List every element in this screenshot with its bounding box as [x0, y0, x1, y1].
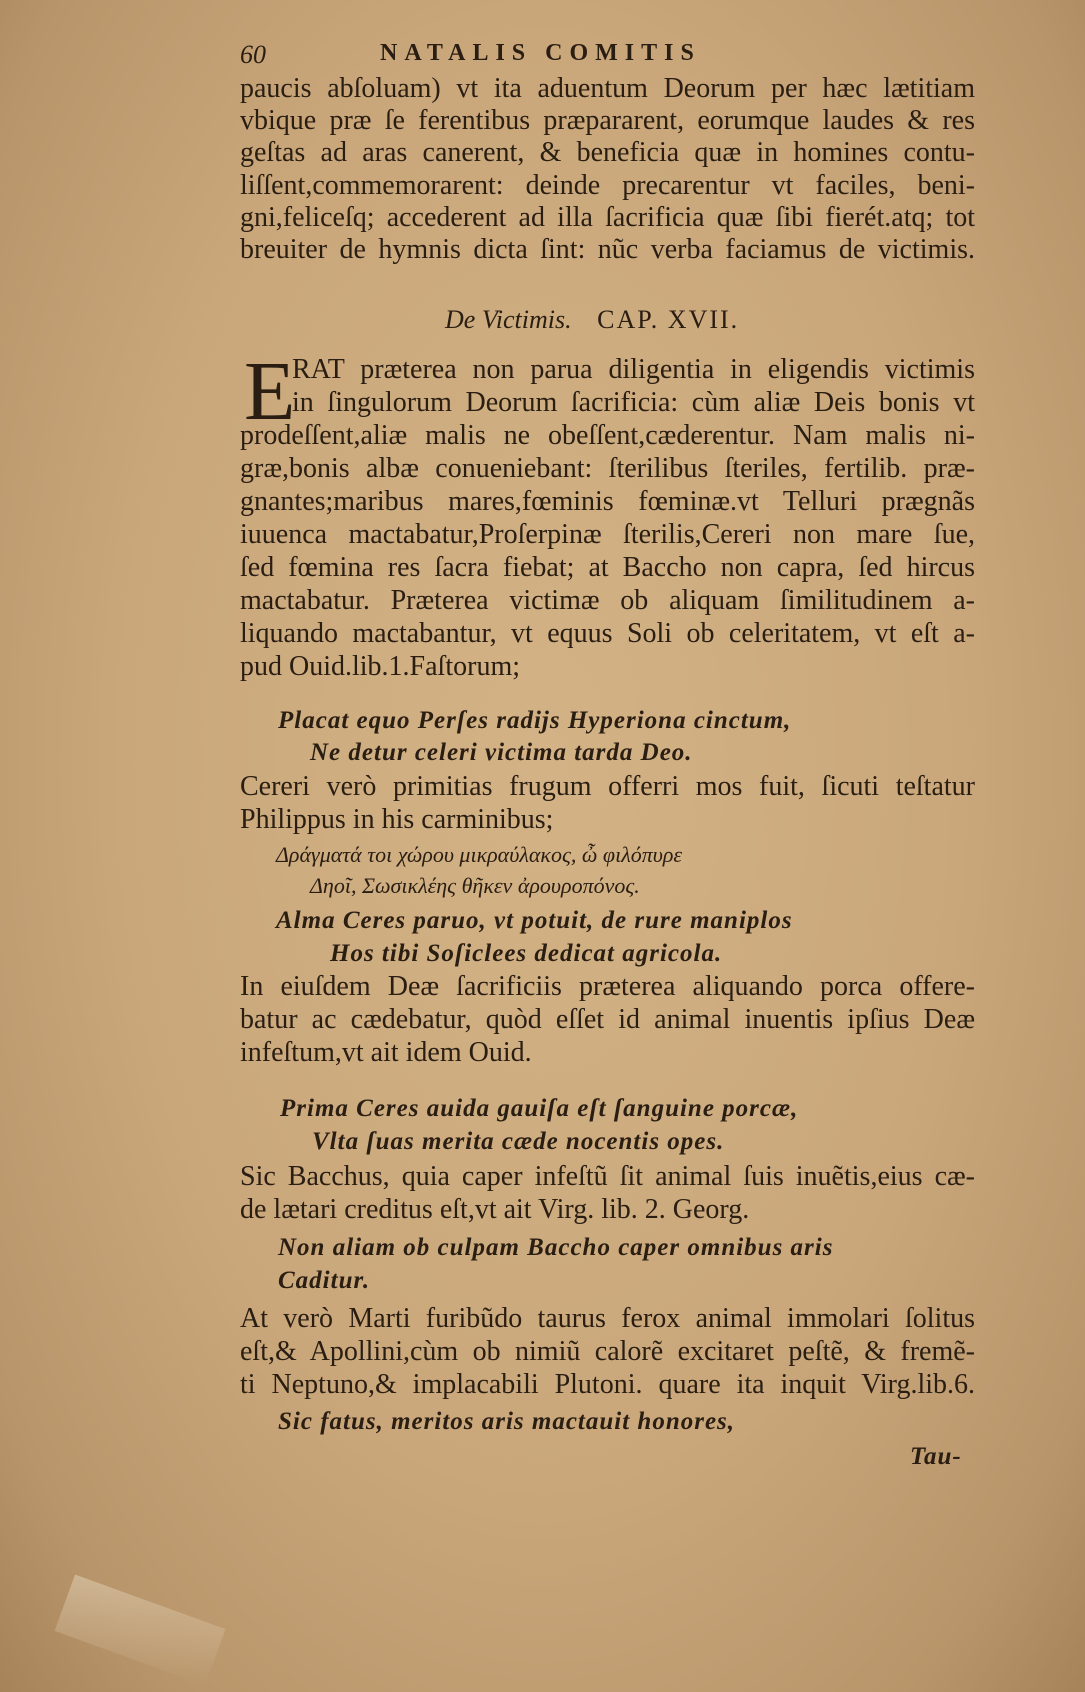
text-line: de lætari creditus eſt,vt ait Virg. lib. 2. Georg. — [240, 1194, 750, 1225]
running-title: NATALIS COMITIS — [380, 40, 701, 66]
text-line: Philippus in his carminibus; — [240, 804, 554, 835]
text-line: In eiuſdem Deæ ſacrificiis præterea aliquando porca offere- — [240, 971, 975, 1002]
text-line: mactabatur. Præterea victimæ ob aliquam ſimilitudinem a- — [240, 585, 975, 616]
text-line: At verò Marti furibũdo taurus ferox animal immolari ſolitus — [240, 1303, 975, 1334]
text-line: in ſingulorum Deorum ſacrificia: cùm aliæ Deis bonis vt — [292, 387, 975, 418]
verse-line: Placat equo Perſes radijs Hyperiona cinctum, — [278, 707, 792, 734]
text-line: græ,bonis albæ conueniebant: ſterilibus ſteriles, fertilib. præ- — [240, 453, 975, 484]
text-line: infeſtum,vt ait idem Ouid. — [240, 1037, 532, 1068]
text-line: gni,feliceſq; accederent ad illa ſacrificia quæ ſibi fierét.atq; tot — [240, 202, 975, 233]
chapter-number: CAP. XVII. — [597, 305, 740, 334]
verse-line: Hos tibi Soſiclees dedicat agricola. — [330, 940, 723, 967]
paper-fold-mark — [55, 1574, 226, 1685]
text-line: Sic Bacchus, quia caper infeſtũ ſit animal ſuis inuẽtis,eius cæ- — [240, 1161, 975, 1192]
text-line: eſt,& Apollini,cùm ob nimiũ calorẽ excitaret peſtẽ, & fremẽ- — [240, 1336, 975, 1367]
text-line: liquando mactabantur, vt equus Soli ob celeritatem, vt eſt a- — [240, 618, 975, 649]
greek-verse-line: Δράγματά τοι χώρου μικραύλακος, ὦ φιλόπυρε — [276, 842, 683, 867]
verse-line: Caditur. — [278, 1267, 371, 1294]
text-line: batur ac cædebatur, quòd eſſet id animal inuentis ipſius Deæ — [240, 1004, 975, 1035]
text-line: ſed fœmina res ſacra fiebat; at Baccho non capra, ſed hircus — [240, 552, 975, 583]
drop-cap: E — [244, 345, 296, 438]
chapter-title: De Victimis. — [445, 305, 572, 334]
text-line: gnantes;maribus mares,fœminis fœminæ.vt Telluri prægnãs — [240, 486, 975, 517]
verse-line: Ne detur celeri victima tarda Deo. — [310, 739, 693, 766]
catchword: Tau- — [910, 1443, 962, 1470]
verse-line: Prima Ceres auida gauiſa eſt ſanguine porcæ, — [280, 1095, 799, 1122]
text-line: geſtas ad aras canerent, & beneficia quæ in homines contu- — [240, 137, 975, 168]
text-line: paucis abſoluam) vt ita aduentum Deorum per hæc lætitiam — [240, 73, 975, 104]
text-line: RAT præterea non parua diligentia in eligendis victimis — [292, 354, 975, 385]
verse-line: Non aliam ob culpam Baccho caper omnibus aris — [278, 1234, 834, 1261]
chapter-heading — [445, 305, 739, 335]
text-line: pud Ouid.lib.1.Faſtorum; — [240, 651, 520, 682]
text-line: Cereri verò primitias frugum offerri mos fuit, ſicuti teſtatur — [240, 771, 975, 802]
page-number: 60 — [240, 40, 266, 69]
text-line: prodeſſent,aliæ malis ne obeſſent,cæderentur. Nam malis ni- — [240, 420, 975, 451]
text-line: iuuenca mactabatur,Proſerpinæ ſterilis,Cereri non mare ſue, — [240, 519, 975, 550]
verse-line: Alma Ceres paruo, vt potuit, de rure maniplos — [276, 907, 793, 934]
verse-line: Sic fatus, meritos aris mactauit honores, — [278, 1408, 736, 1435]
greek-verse-line: Δηοῖ, Σωσικλέης θῆκεν ἀρουροπόνος. — [310, 873, 640, 898]
text-line: ti Neptuno,& implacabili Plutoni. quare ita inquit Virg.lib.6. — [240, 1369, 975, 1400]
text-line: vbique præ ſe ferentibus præpararent, eorumque laudes & res — [240, 105, 975, 136]
verse-line: Vlta ſuas merita cæde nocentis opes. — [312, 1128, 725, 1155]
text-line: liſſent,commemorarent: deinde precarentur vt faciles, beni- — [240, 170, 975, 201]
text-line: breuiter de hymnis dicta ſint: nũc verba faciamus de victimis. — [240, 234, 975, 265]
